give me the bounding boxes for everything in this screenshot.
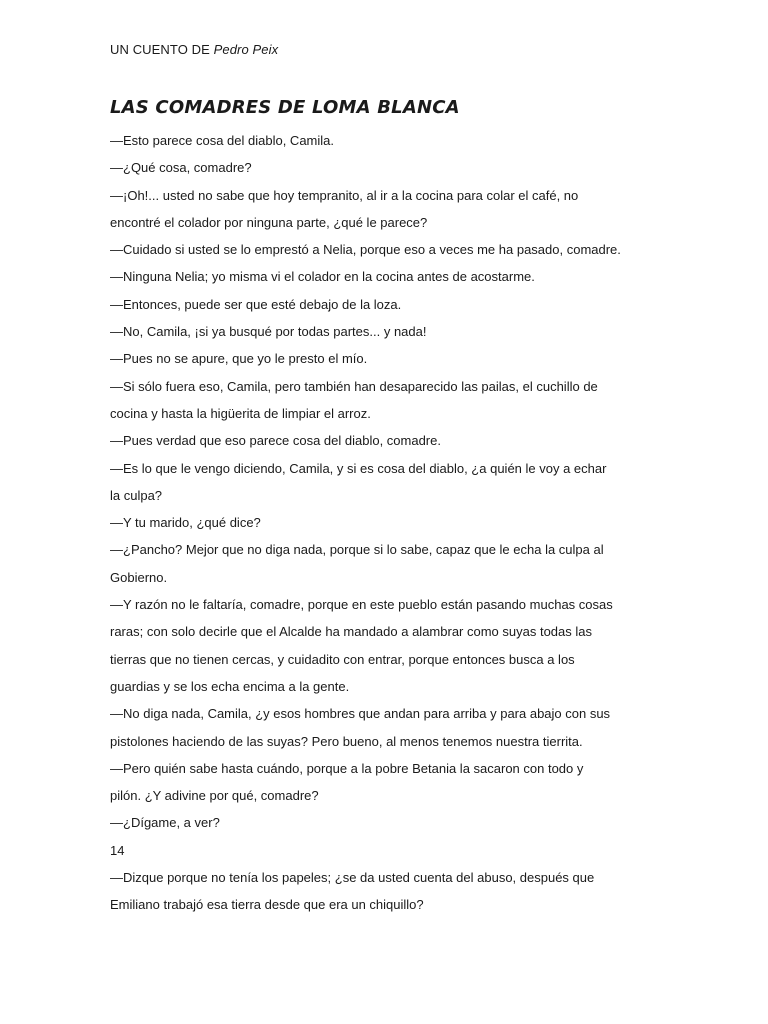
text-line: pilón. ¿Y adivine por qué, comadre?	[110, 788, 319, 804]
text-line: —Pues no se apure, que yo le presto el mío.	[110, 351, 368, 367]
text-line: la culpa?	[110, 487, 163, 503]
text-line: —Dizque porque no tenía los papeles; ¿se da usted cuenta del abuso, después que	[110, 870, 595, 886]
text-line: —Y tu marido, ¿qué dice?	[110, 515, 261, 531]
text-line: cocina y hasta la higüerita de limpiar el arroz.	[110, 405, 371, 421]
text-line: Gobierno.	[110, 569, 168, 585]
running-header	[110, 42, 278, 57]
text-line: pistolones haciendo de las suyas? Pero bueno, al menos tenemos nuestra tierrita.	[110, 733, 583, 749]
text-line: Emiliano trabajó esa tierra desde que era un chiquillo?	[110, 897, 424, 913]
text-line: —Pero quién sabe hasta cuándo, porque a la pobre Betania la sacaron con todo y	[110, 760, 584, 776]
text-line: —¿Pancho? Mejor que no diga nada, porque si lo sabe, capaz que le echa la culpa al	[110, 542, 604, 558]
text-line: —Es lo que le vengo diciendo, Camila, y si es cosa del diablo, ¿a quién le voy a echar	[110, 460, 607, 476]
text-line: —Cuidado si usted se lo emprestó a Nelia, porque eso a veces me ha pasado, comadre.	[110, 242, 621, 258]
text-line: —¿Dígame, a ver?	[110, 815, 220, 831]
story-title: LAS COMADRES DE LOMA BLANCA	[110, 97, 460, 118]
text-line: guardias y se los echa encima a la gente.	[110, 678, 350, 694]
page-number: 14	[110, 842, 125, 858]
text-line: —Esto parece cosa del diablo, Camila.	[110, 133, 335, 148]
text-line: —Si sólo fuera eso, Camila, pero también han desaparecido las pailas, el cuchillo de	[110, 378, 598, 394]
header-prefix: UN CUENTO DE	[110, 42, 214, 57]
text-line: —Entonces, puede ser que esté debajo de la loza.	[110, 296, 402, 312]
text-line: —¡Oh!... usted no sabe que hoy tempranito, al ir a la cocina para colar el café, no	[110, 187, 579, 203]
text-line: raras; con solo decirle que el Alcalde ha mandado a alambrar como suyas todas las	[110, 624, 592, 640]
text-line: —No diga nada, Camila, ¿y esos hombres que andan para arriba y para abajo con sus	[110, 706, 611, 722]
text-line: —No, Camila, ¡si ya busqué por todas partes... y nada!	[110, 324, 427, 340]
header-author: Pedro Peix	[213, 42, 279, 57]
text-line: —Ninguna Nelia; yo misma vi el colador en la cocina antes de acostarme.	[110, 269, 535, 285]
story-body	[110, 127, 670, 919]
text-line: —Pues verdad que eso parece cosa del diablo, comadre.	[110, 433, 441, 449]
text-line: tierras que no tienen cercas, y cuidadito con entrar, porque entonces busca a los	[110, 651, 575, 667]
text-line: —¿Qué cosa, comadre?	[110, 160, 252, 176]
text-line: —Y razón no le faltaría, comadre, porque en este pueblo están pasando muchas cosas	[110, 597, 613, 613]
text-line: encontré el colador por ninguna parte, ¿qué le parece?	[110, 214, 428, 230]
